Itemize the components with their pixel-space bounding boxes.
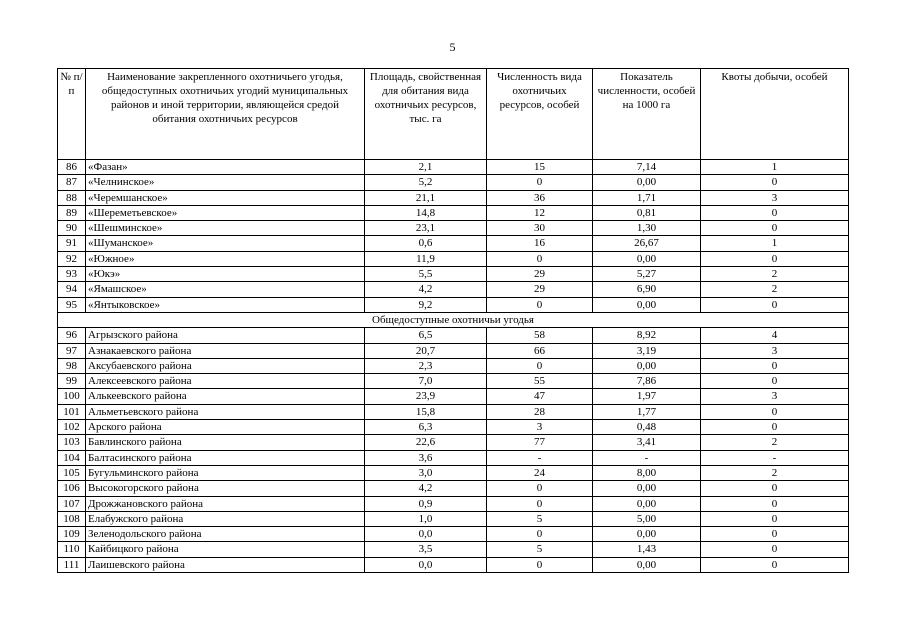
row-name: «Шереметьевское» (86, 205, 365, 220)
row-name: Кайбицкого района (86, 542, 365, 557)
row-area: 3,0 (365, 465, 487, 480)
row-number: 104 (58, 450, 86, 465)
table-row (58, 175, 849, 190)
row-index: 0,00 (593, 251, 701, 266)
row-name: Дрожжановского района (86, 496, 365, 511)
row-number: 96 (58, 328, 86, 343)
table-section (58, 312, 849, 327)
row-count: 24 (487, 465, 593, 480)
row-quota: 1 (701, 160, 849, 175)
row-number: 87 (58, 175, 86, 190)
row-count: 28 (487, 404, 593, 419)
row-quota: 0 (701, 542, 849, 557)
row-name: Лаишевского района (86, 557, 365, 572)
row-name: Бугульминского района (86, 465, 365, 480)
row-quota: 3 (701, 190, 849, 205)
table-body-public (58, 328, 849, 573)
row-index: 0,00 (593, 358, 701, 373)
row-name: «Челнинское» (86, 175, 365, 190)
hunting-quota-table (57, 68, 849, 573)
row-quota: 0 (701, 221, 849, 236)
table-row (58, 450, 849, 465)
section-row (58, 312, 849, 327)
row-count: 30 (487, 221, 593, 236)
row-quota: - (701, 450, 849, 465)
row-name: «Шуманское» (86, 236, 365, 251)
table-row (58, 389, 849, 404)
row-area: 11,9 (365, 251, 487, 266)
row-quota: 0 (701, 527, 849, 542)
row-number: 105 (58, 465, 86, 480)
row-name: «Черемшанское» (86, 190, 365, 205)
row-area: 2,3 (365, 358, 487, 373)
row-index: 0,00 (593, 297, 701, 312)
table-row (58, 404, 849, 419)
row-index: 0,00 (593, 481, 701, 496)
row-number: 106 (58, 481, 86, 496)
row-number: 97 (58, 343, 86, 358)
row-name: «Юкэ» (86, 267, 365, 282)
row-number: 110 (58, 542, 86, 557)
row-count: 0 (487, 557, 593, 572)
row-area: 4,2 (365, 282, 487, 297)
row-number: 111 (58, 557, 86, 572)
row-quota: 4 (701, 328, 849, 343)
row-index: 1,30 (593, 221, 701, 236)
row-name: Зеленодольского района (86, 527, 365, 542)
row-number: 91 (58, 236, 86, 251)
row-index: 5,27 (593, 267, 701, 282)
row-number: 92 (58, 251, 86, 266)
row-area: 3,5 (365, 542, 487, 557)
row-name: Алексеевского района (86, 374, 365, 389)
table-row (58, 481, 849, 496)
row-quota: 0 (701, 205, 849, 220)
row-count: 0 (487, 358, 593, 373)
row-area: 22,6 (365, 435, 487, 450)
row-index: 7,14 (593, 160, 701, 175)
row-name: Аксубаевского района (86, 358, 365, 373)
header-name: Наименование закрепленного охотничьего угодья, общедоступных охотничьих угодий муниципальных районов и иной территории, являющейся средой обитания охотничьих ресурсов (86, 69, 365, 160)
row-quota: 1 (701, 236, 849, 251)
row-area: 9,2 (365, 297, 487, 312)
row-name: Агрызского района (86, 328, 365, 343)
row-quota: 0 (701, 481, 849, 496)
table-header (58, 69, 849, 160)
table-row (58, 374, 849, 389)
row-count: 66 (487, 343, 593, 358)
table-row (58, 205, 849, 220)
table-row (58, 251, 849, 266)
table-row (58, 190, 849, 205)
row-number: 98 (58, 358, 86, 373)
row-quota: 0 (701, 175, 849, 190)
row-area: 4,2 (365, 481, 487, 496)
row-quota: 2 (701, 267, 849, 282)
row-area: 5,5 (365, 267, 487, 282)
header-index: Показатель численности, особей на 1000 га (593, 69, 701, 160)
row-index: 8,92 (593, 328, 701, 343)
row-count: 16 (487, 236, 593, 251)
row-index: 3,41 (593, 435, 701, 450)
row-name: «Шешминское» (86, 221, 365, 236)
row-count: 36 (487, 190, 593, 205)
row-number: 90 (58, 221, 86, 236)
row-number: 88 (58, 190, 86, 205)
row-area: 6,3 (365, 420, 487, 435)
table-row (58, 358, 849, 373)
table-body-assigned (58, 160, 849, 313)
row-count: 0 (487, 496, 593, 511)
row-index: 0,00 (593, 496, 701, 511)
table-row (58, 297, 849, 312)
table-row (58, 343, 849, 358)
row-quota: 0 (701, 511, 849, 526)
row-index: 3,19 (593, 343, 701, 358)
row-area: 5,2 (365, 175, 487, 190)
row-area: 23,1 (365, 221, 487, 236)
row-name: Арского района (86, 420, 365, 435)
row-index: 1,71 (593, 190, 701, 205)
row-area: 23,9 (365, 389, 487, 404)
row-count: 0 (487, 297, 593, 312)
row-number: 102 (58, 420, 86, 435)
row-name: «Южное» (86, 251, 365, 266)
row-area: 14,8 (365, 205, 487, 220)
row-quota: 2 (701, 282, 849, 297)
row-index: 1,43 (593, 542, 701, 557)
row-area: 0,9 (365, 496, 487, 511)
row-count: 3 (487, 420, 593, 435)
row-name: Бавлинского района (86, 435, 365, 450)
table-row (58, 542, 849, 557)
table-row (58, 557, 849, 572)
table-row (58, 496, 849, 511)
row-count: 55 (487, 374, 593, 389)
table-row (58, 527, 849, 542)
row-quota: 0 (701, 374, 849, 389)
row-index: 5,00 (593, 511, 701, 526)
row-area: 6,5 (365, 328, 487, 343)
row-area: 3,6 (365, 450, 487, 465)
row-count: 5 (487, 542, 593, 557)
row-count: 15 (487, 160, 593, 175)
row-index: - (593, 450, 701, 465)
header-quota: Квоты добычи, особей (701, 69, 849, 160)
row-quota: 0 (701, 404, 849, 419)
row-area: 15,8 (365, 404, 487, 419)
row-name: «Ямашское» (86, 282, 365, 297)
table-row (58, 435, 849, 450)
row-quota: 0 (701, 496, 849, 511)
row-index: 1,97 (593, 389, 701, 404)
row-name: Альметьевского района (86, 404, 365, 419)
row-area: 21,1 (365, 190, 487, 205)
row-quota: 0 (701, 420, 849, 435)
row-number: 108 (58, 511, 86, 526)
row-area: 2,1 (365, 160, 487, 175)
row-index: 0,00 (593, 557, 701, 572)
row-count: 5 (487, 511, 593, 526)
row-area: 0,0 (365, 557, 487, 572)
row-index: 26,67 (593, 236, 701, 251)
row-count: 0 (487, 251, 593, 266)
table-row (58, 221, 849, 236)
row-name: Высокогорского района (86, 481, 365, 496)
row-area: 20,7 (365, 343, 487, 358)
row-quota: 2 (701, 465, 849, 480)
row-number: 103 (58, 435, 86, 450)
row-area: 0,6 (365, 236, 487, 251)
row-quota: 3 (701, 343, 849, 358)
row-count: 0 (487, 527, 593, 542)
row-quota: 2 (701, 435, 849, 450)
header-count: Численность вида охотничьих ресурсов, особей (487, 69, 593, 160)
row-count: - (487, 450, 593, 465)
row-index: 1,77 (593, 404, 701, 419)
row-name: «Фазан» (86, 160, 365, 175)
row-index: 8,00 (593, 465, 701, 480)
row-number: 101 (58, 404, 86, 419)
row-count: 0 (487, 481, 593, 496)
section-title: Общедоступные охотничьи угодья (58, 312, 849, 327)
row-number: 109 (58, 527, 86, 542)
row-number: 94 (58, 282, 86, 297)
row-index: 6,90 (593, 282, 701, 297)
table-row (58, 465, 849, 480)
row-count: 0 (487, 175, 593, 190)
row-quota: 0 (701, 297, 849, 312)
row-quota: 3 (701, 389, 849, 404)
row-name: Елабужского района (86, 511, 365, 526)
table-row (58, 267, 849, 282)
row-count: 77 (487, 435, 593, 450)
row-number: 100 (58, 389, 86, 404)
table-row (58, 420, 849, 435)
row-area: 7,0 (365, 374, 487, 389)
header-area: Площадь, свойственная для обитания вида охотничьих ресурсов, тыс. га (365, 69, 487, 160)
row-number: 95 (58, 297, 86, 312)
row-quota: 0 (701, 557, 849, 572)
row-index: 0,48 (593, 420, 701, 435)
page-number: 5 (449, 40, 456, 54)
row-count: 29 (487, 282, 593, 297)
row-name: «Янтыковское» (86, 297, 365, 312)
row-index: 0,00 (593, 527, 701, 542)
row-number: 93 (58, 267, 86, 282)
table-row (58, 236, 849, 251)
row-name: Балтасинского района (86, 450, 365, 465)
header-number: № п/п (58, 69, 86, 160)
row-quota: 0 (701, 358, 849, 373)
row-name: Алькеевского района (86, 389, 365, 404)
row-count: 58 (487, 328, 593, 343)
table-row (58, 328, 849, 343)
row-number: 86 (58, 160, 86, 175)
row-count: 12 (487, 205, 593, 220)
row-area: 0,0 (365, 527, 487, 542)
row-index: 7,86 (593, 374, 701, 389)
row-count: 29 (487, 267, 593, 282)
table-row (58, 160, 849, 175)
row-number: 89 (58, 205, 86, 220)
row-quota: 0 (701, 251, 849, 266)
row-number: 107 (58, 496, 86, 511)
row-area: 1,0 (365, 511, 487, 526)
table-row (58, 511, 849, 526)
row-count: 47 (487, 389, 593, 404)
row-index: 0,81 (593, 205, 701, 220)
row-number: 99 (58, 374, 86, 389)
row-index: 0,00 (593, 175, 701, 190)
table-row (58, 282, 849, 297)
row-name: Азнакаевского района (86, 343, 365, 358)
